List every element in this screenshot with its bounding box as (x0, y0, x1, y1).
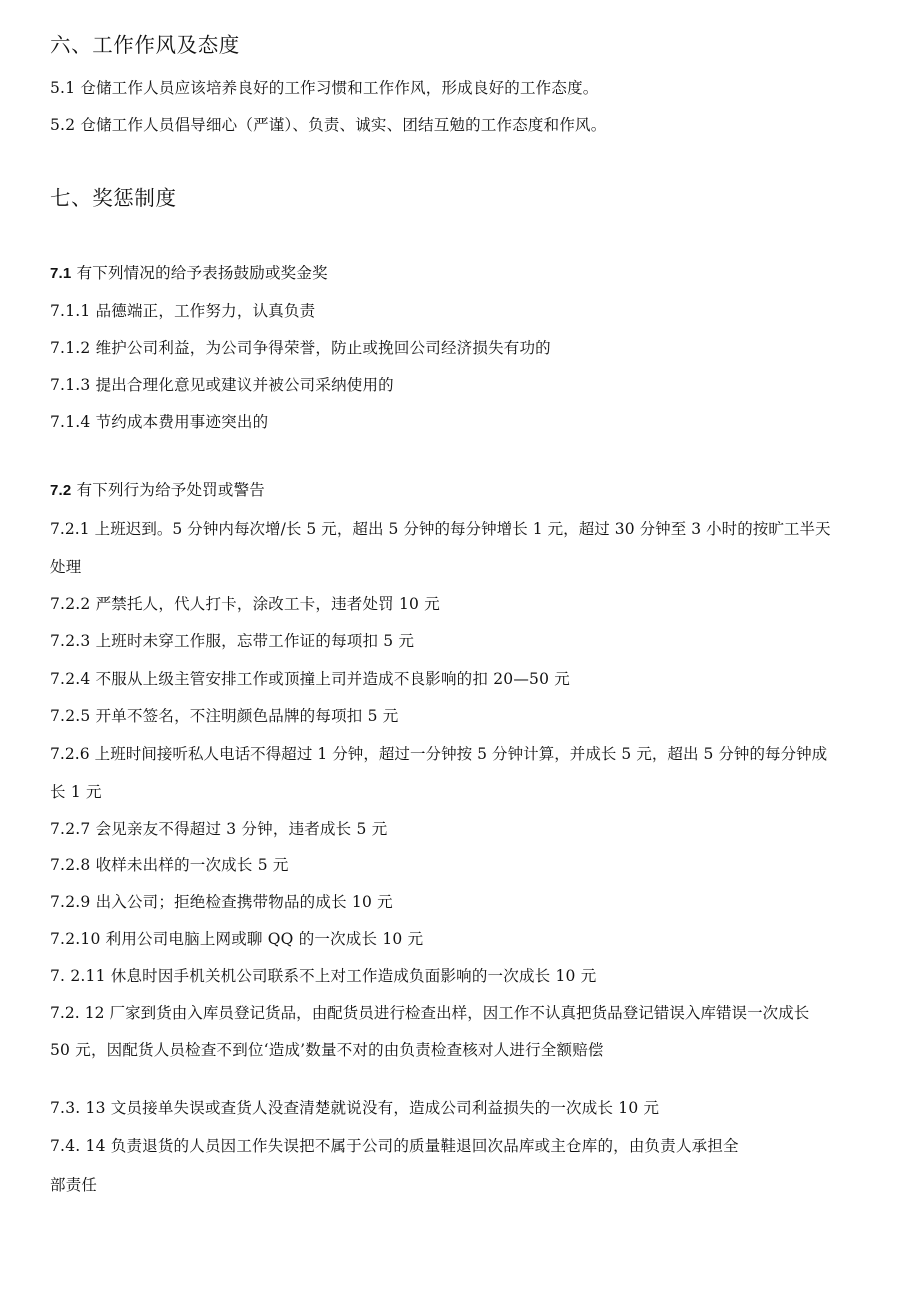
clause-5-2: 5.2 仓储工作人员倡导细心（严谨）、负责、诚实、团结互勉的工作态度和作风。 (50, 116, 607, 134)
clause-7-2-1-continued: 处理 (50, 558, 82, 576)
clause-7-1-2: 7.1.2 维护公司利益，为公司争得荣誉，防止或挽回公司经济损失有功的 (50, 339, 551, 357)
penalty-heading-text: 有下列行为给予处罚或警告 (71, 481, 265, 499)
clause-7-4: 7.4. 14 负责退货的人员因工作失误把不属于公司的质量鞋退回次品库或主仓库的，由负责人承担全 (50, 1137, 739, 1155)
section-7-title: 七、奖惩制度 (50, 186, 177, 210)
clause-7-2-6: 7.2.6 上班时间接听私人电话不得超过 1 分钟，超过一分钟按 5 分钟计算，并成长 5 元，超出 5 分钟的每分钟成 (50, 745, 828, 763)
clause-7-2-5: 7.2.5 开单不签名，不注明颜色品牌的每项扣 5 元 (50, 707, 399, 725)
clause-7-2-10: 7.2.10 利用公司电脑上网或聊 QQ 的一次成长 10 元 (50, 930, 424, 948)
reward-heading (50, 263, 328, 284)
clause-7-2-7: 7.2.7 会见亲友不得超过 3 分钟，违者成长 5 元 (50, 820, 388, 838)
reward-heading-number: 7.1 (50, 265, 72, 282)
clause-7-2-12-continued: 50 元，因配货人员检查不到位‘造成’数量不对的由负责检查核对人进行全额赔偿 (50, 1041, 604, 1059)
clause-7-2-12: 7.2. 12 厂家到货由入库员登记货品，由配货员进行检查出样，因工作不认真把货品登记错误入库错误一次成长 (50, 1004, 810, 1022)
clause-7-2-3: 7.2.3 上班时未穿工作服，忘带工作证的每项扣 5 元 (50, 632, 415, 650)
clause-7-2-2: 7.2.2 严禁托人，代人打卡，涂改工卡，违者处罚 10 元 (50, 595, 440, 613)
penalty-heading (50, 480, 265, 501)
clause-7-1-4: 7.1.4 节约成本费用事迹突出的 (50, 413, 269, 431)
clause-7-2-6-continued: 长 1 元 (50, 783, 102, 801)
clause-7-4-continued: 部责任 (50, 1176, 98, 1194)
clause-7-2-4: 7.2.4 不服从上级主管安排工作或顶撞上司并造成不良影响的扣 20—50 元 (50, 670, 570, 688)
clause-7-2-1: 7.2.1 上班迟到。5 分钟内每次增/长 5 元，超出 5 分钟的每分钟增长 1 元，超过 30 分钟至 3 小时的按旷工半天 (50, 520, 831, 538)
clause-7-2-9: 7.2.9 出入公司；拒绝检查携带物品的成长 10 元 (50, 893, 393, 911)
clause-7-1-1: 7.1.1 品德端正，工作努力，认真负责 (50, 302, 316, 320)
clause-5-1: 5.1 仓储工作人员应该培养良好的工作习惯和工作作风，形成良好的工作态度。 (50, 79, 599, 97)
section-6-title: 六、工作作风及态度 (50, 33, 240, 57)
clause-7-2-11: 7. 2.11 休息时因手机关机公司联系不上对工作造成负面影响的一次成长 10 元 (50, 967, 597, 985)
clause-7-2-8: 7.2.8 收样未出样的一次成长 5 元 (50, 856, 289, 874)
penalty-heading-number: 7.2 (50, 482, 72, 499)
reward-heading-text: 有下列情况的给予表扬鼓励或奖金奖 (71, 264, 328, 282)
clause-7-1-3: 7.1.3 提出合理化意见或建议并被公司采纳使用的 (50, 376, 394, 394)
clause-7-3: 7.3. 13 文员接单失误或查货人没查清楚就说没有，造成公司利益损失的一次成长 10 元 (50, 1099, 660, 1117)
